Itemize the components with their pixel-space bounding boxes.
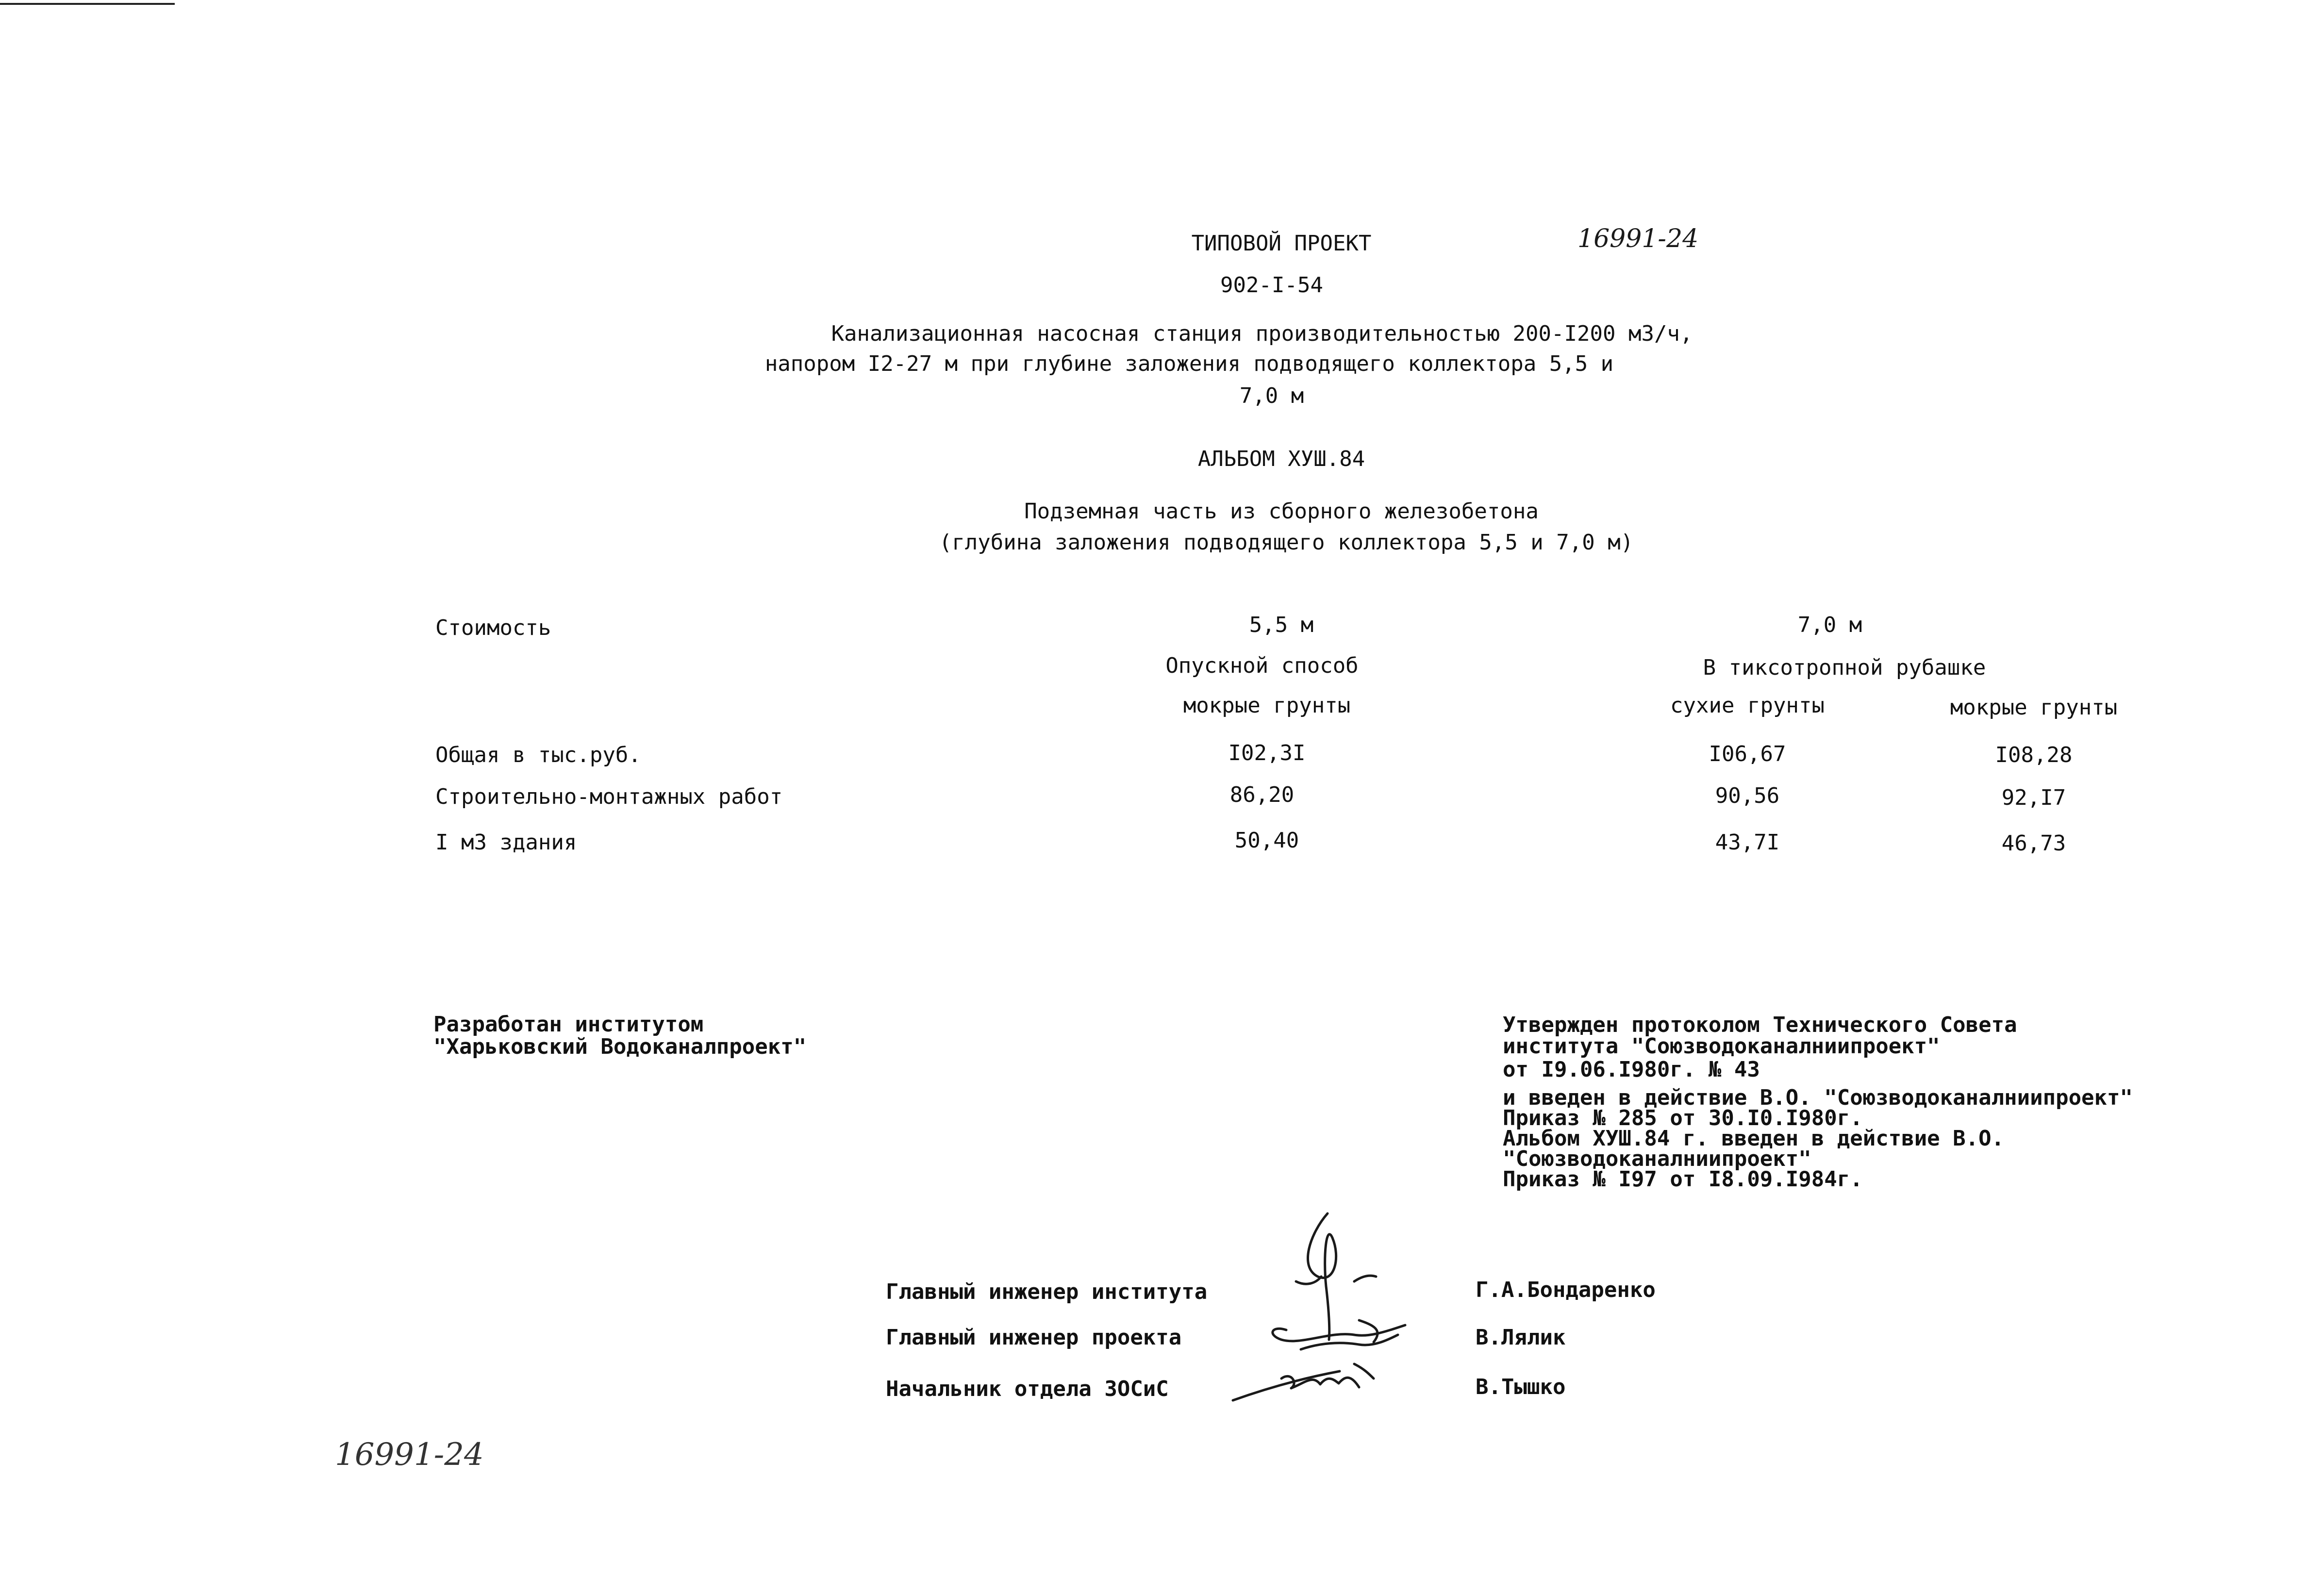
method-2: В тиксотропной рубашке <box>1703 655 1986 680</box>
handwritten-signature <box>1213 1204 1456 1412</box>
approval-line-4: и введен в действие В.О. "Союзводоканалниипроект" <box>1503 1085 2133 1110</box>
doc-type: ТИПОВОЙ ПРОЕКТ <box>1191 231 1372 256</box>
soil-3: мокрые грунты <box>1950 695 2118 720</box>
approval-line-2: института "Союзводоканалниипроект" <box>1503 1034 1940 1059</box>
approval-line-8: Приказ № I97 от I8.09.I984г. <box>1503 1167 1863 1192</box>
row-label-construction: Строительно-монтажных работ <box>435 784 783 809</box>
cell-total-3: I08,28 <box>1995 743 2073 767</box>
cell-construction-1: 86,20 <box>1229 782 1295 807</box>
signature-position-2: Главный инженер проекта <box>886 1325 1182 1350</box>
approval-line-7: "Союзводоканалниипроект" <box>1503 1146 1811 1171</box>
soil-2: сухие грунты <box>1670 693 1825 718</box>
approval-line-5: Приказ № 285 от 30.I0.I980г. <box>1503 1106 1863 1130</box>
approval-line-3: от I9.06.I980г. № 43 <box>1503 1057 1760 1082</box>
cell-total-2: I06,67 <box>1709 742 1786 766</box>
subtitle-line-1: Подземная часть из сборного железобетона <box>1024 499 1539 524</box>
subtitle-line-2: (глубина заложения подводящего коллектора 5,5 и 7,0 м) <box>939 530 1634 555</box>
handwritten-number-bottom: 16991-24 <box>335 1437 484 1473</box>
signature-position-3: Начальник отдела ЗОСиС <box>886 1377 1169 1401</box>
title-line-2: напором I2-27 м при глубине заложения подводящего коллектора 5,5 и <box>764 351 1614 376</box>
approval-line-1: Утвержден протоколом Технического Совета <box>1503 1013 2017 1037</box>
cell-construction-3: 92,I7 <box>2001 785 2066 810</box>
title-line-3: 7,0 м <box>1239 383 1304 408</box>
cell-per-m3-1: 50,40 <box>1234 828 1299 853</box>
signature-name-3: В.Тышко <box>1476 1375 1566 1399</box>
method-1: Опускной способ <box>1165 653 1359 678</box>
approval-line-6: Альбом ХУШ.84 г. введен в действие В.О. <box>1503 1126 2005 1151</box>
handwritten-number-top: 16991-24 <box>1577 224 1699 253</box>
cell-total-1: I02,3I <box>1228 741 1306 765</box>
top-edge-rule <box>0 3 175 5</box>
row-label-total: Общая в тыс.руб. <box>435 743 641 767</box>
project-code: 902-I-54 <box>1220 273 1323 298</box>
developer-line-1: Разработан институтом <box>433 1012 704 1037</box>
title-line-1: Канализационная насосная станция производительностью 200-I200 м3/ч, <box>831 321 1693 346</box>
row-label-per-m3: I м3 здания <box>435 830 577 855</box>
signature-position-1: Главный инженер института <box>886 1279 1208 1304</box>
signature-name-2: В.Лялик <box>1476 1325 1566 1350</box>
cell-construction-2: 90,56 <box>1715 783 1780 808</box>
col-depth-2: 7,0 м <box>1797 613 1862 637</box>
album-title: АЛЬБОМ ХУШ.84 <box>1197 447 1365 471</box>
cell-per-m3-3: 46,73 <box>2001 831 2066 856</box>
developer-line-2: "Харьковский Водоканалпроект" <box>433 1034 807 1059</box>
signature-name-1: Г.А.Бондаренко <box>1476 1278 1656 1302</box>
soil-1: мокрые грунты <box>1183 693 1351 718</box>
cell-per-m3-2: 43,7I <box>1715 830 1780 855</box>
col-depth-1: 5,5 м <box>1249 613 1314 637</box>
cost-label: Стоимость <box>435 615 551 640</box>
